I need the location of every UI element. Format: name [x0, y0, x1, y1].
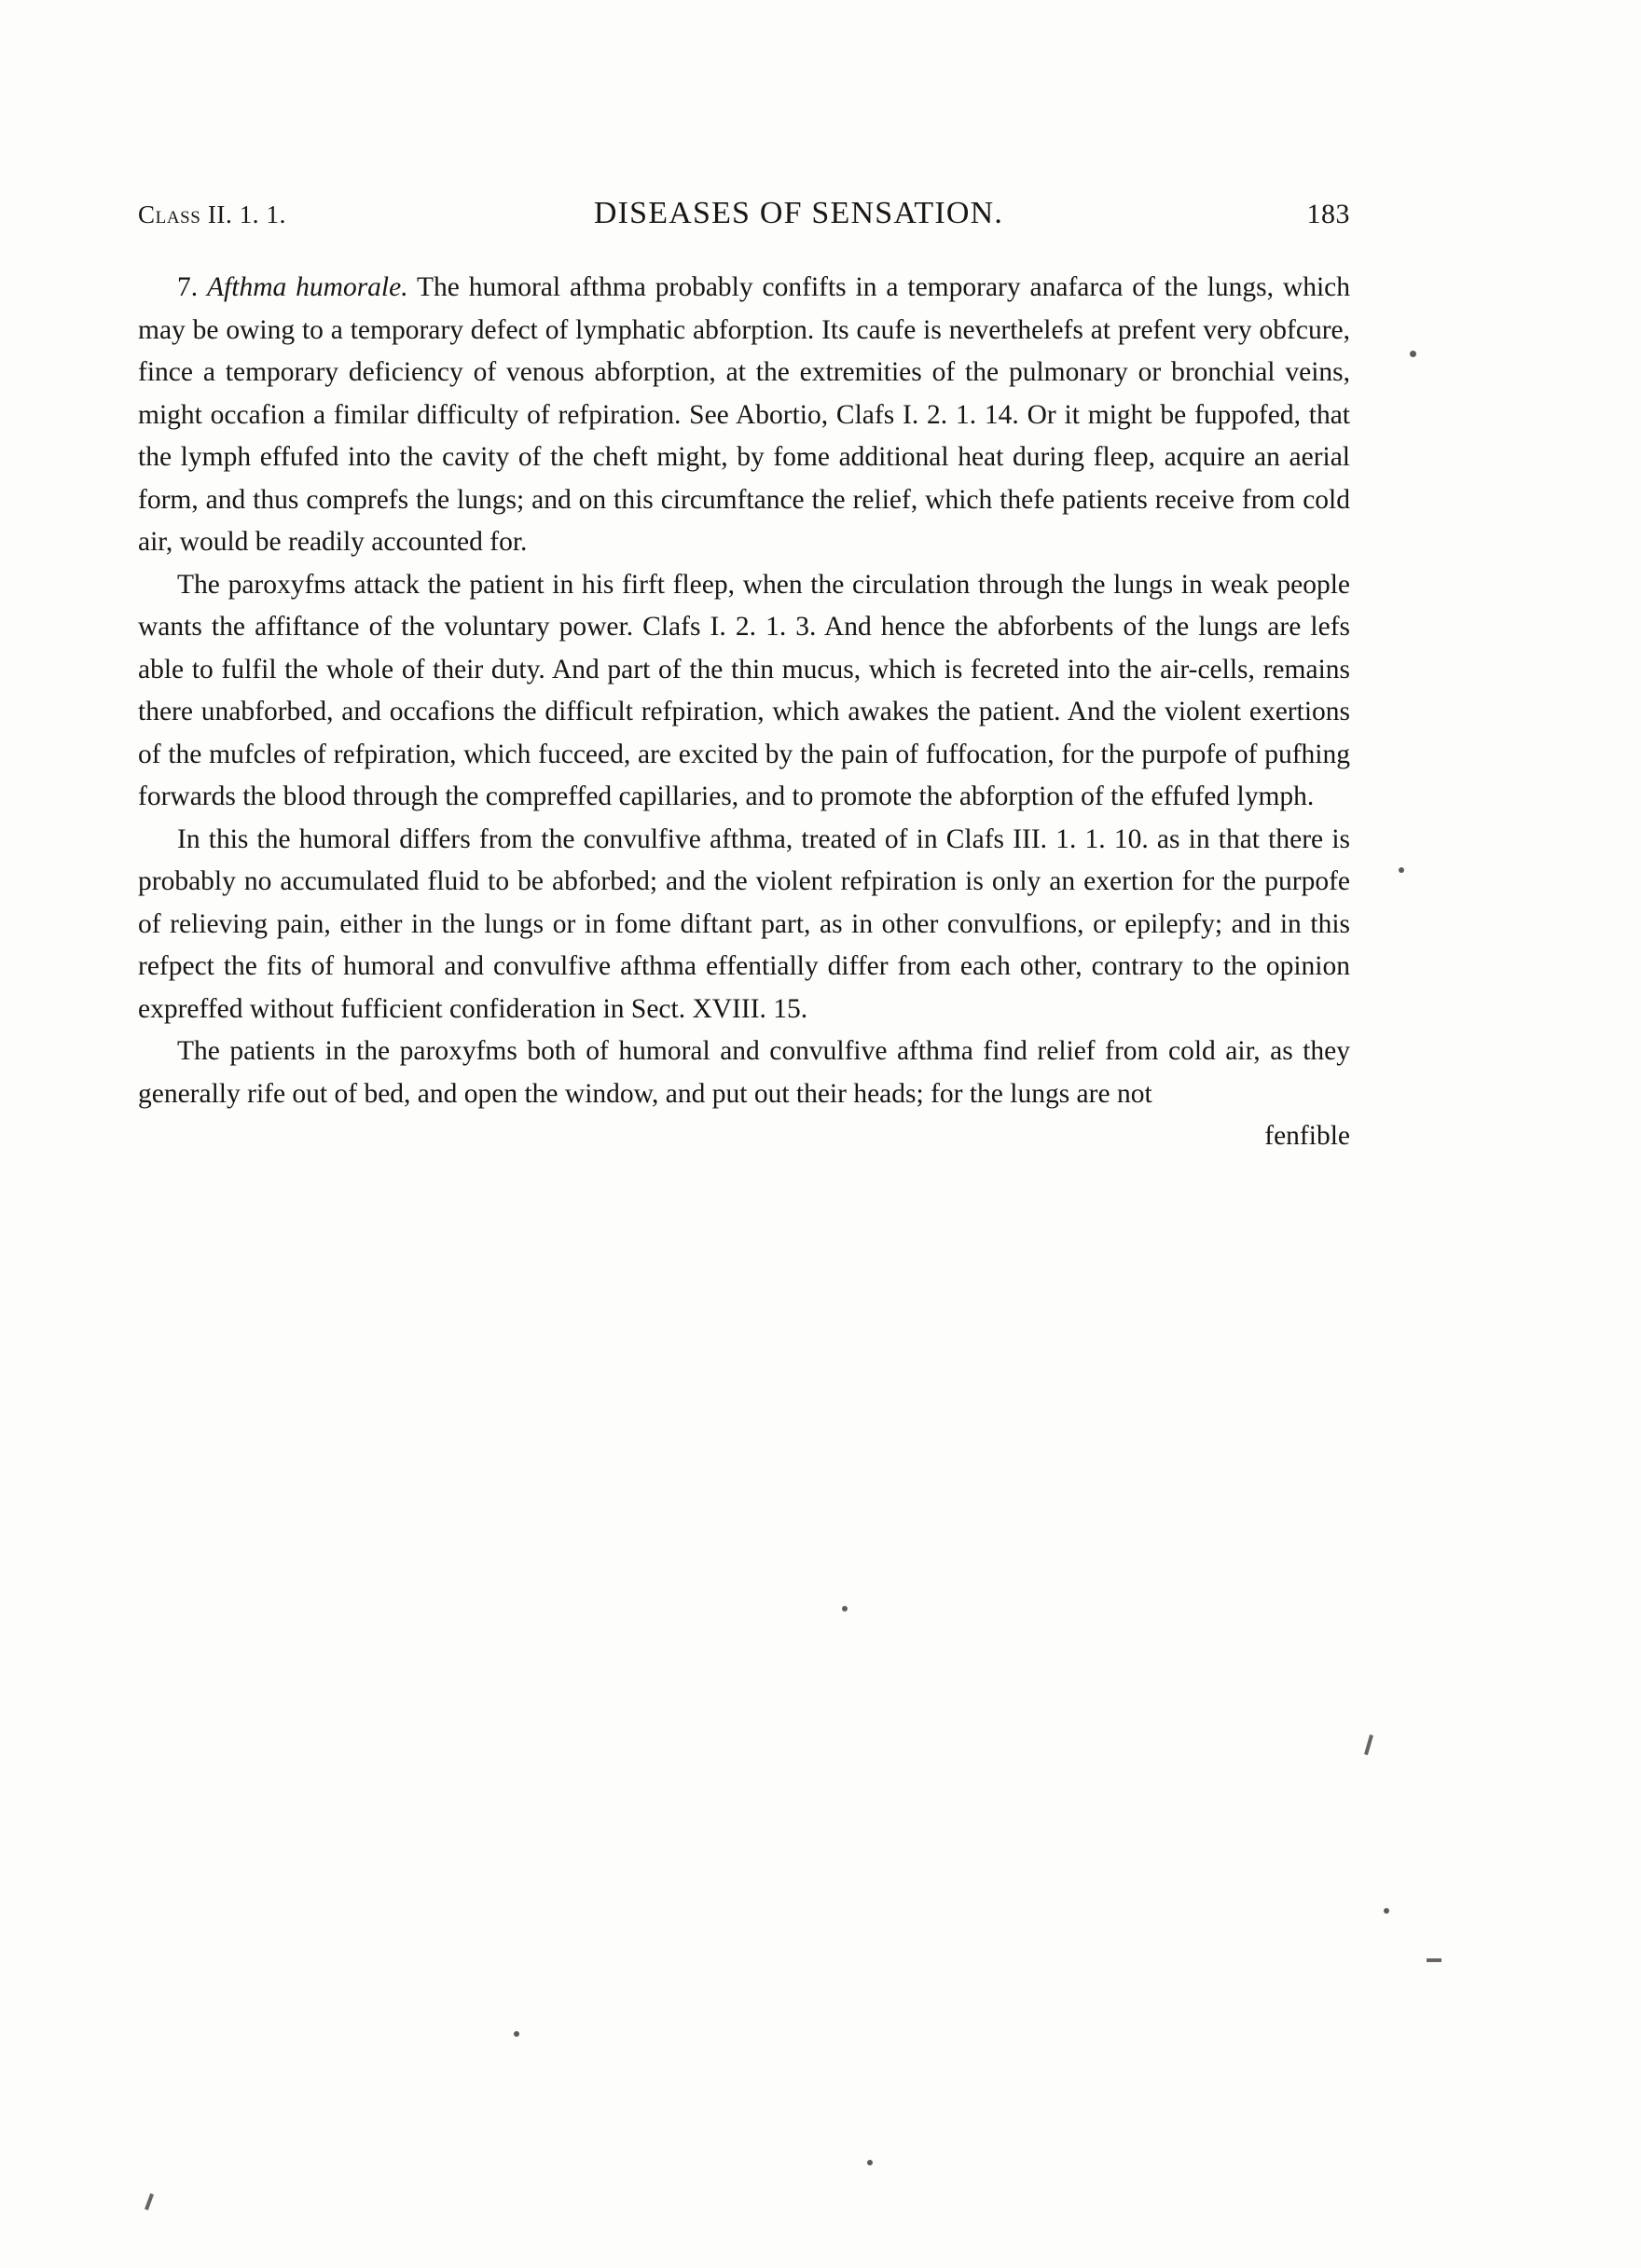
- section-number: 7.: [177, 272, 199, 302]
- page-number: 183: [1306, 199, 1350, 229]
- paragraph-text: The patients in the paroxyfms both of humoral and convulfive afthma find relief from cold air, as they generally rife out of bed, and open the window, and put out their heads; for the lungs are not: [138, 1036, 1350, 1109]
- ink-speck: [1384, 1908, 1389, 1914]
- ink-speck: [514, 2031, 519, 2037]
- running-head-title: DISEASES OF SENSATION.: [593, 196, 1004, 230]
- ink-speck: [1399, 867, 1404, 873]
- running-head-class-label: Class II. 1. 1.: [138, 201, 286, 228]
- section-title-italic: Afthma humorale.: [207, 272, 408, 302]
- ink-speck: [1410, 351, 1416, 357]
- ink-dash: [1427, 1958, 1441, 1962]
- paragraph-patients-relief: [138, 1030, 1350, 1115]
- paragraph-text: The humoral afthma probably confifts in a temporary anafarca of the lungs, which may be owing to a temporary defect of lymphatic abforption. Its caufe is neverthelefs at prefent very obfcure, fince a temporary deficiency of venous abforption, at the extremities of the pulmonary or bronchial veins, might occafion a fimilar difficulty of refpiration. See Abortio, Clafs I. 2. 1. 14. Or it might be fuppofed, that the lymph effufed into the cavity of the cheft might, by fome additional heat during fleep, acquire an aerial form, and thus comprefs the lungs; and on this circumftance the relief, which thefe patients receive from cold air, would be readily accounted for.: [138, 272, 1351, 557]
- paragraph-text: In this the humoral differs from the convulfive afthma, treated of in Clafs III. 1. 1. 10. as in that there is probably no accumulated fluid to be abforbed; and the violent refpiration is only an exertion for the purpofe of relieving pain, either in the lungs or in fome diftant part, as in other convulfions, or epilepfy; and in this refpect the fits of humoral and convulfive afthma effentially differ from each other, contrary to the opinion expreffed without fufficient confideration in Sect. XVIII. 15.: [138, 823, 1350, 1024]
- ink-dash: [145, 2193, 154, 2210]
- catchword: fenfible: [1264, 1121, 1350, 1151]
- paragraph-text: The paroxyfms attack the patient in his firft fleep, when the circulation through the lungs in weak people wants the affiftance of the voluntary power. Clafs I. 2. 1. 3. And hence the abforbents of the lungs are lefs able to fulfil the whole of their duty. And part of the thin mucus, which is fecreted into the air-cells, remains there unabforbed, and occafions the difficult refpiration, which awakes the patient. And the violent exertions of the mufcles of refpiration, which fucceed, are excited by the pain of fuffocation, for the purpofe of pufhing forwards the blood through the compreffed capillaries, and to promote the abforption of the effufed lymph.: [138, 569, 1350, 811]
- running-head: [138, 196, 1350, 231]
- paragraph-asthma-humorale: [138, 267, 1350, 564]
- ink-dash: [1364, 1735, 1373, 1755]
- paragraph-humoral-vs-convulsive: [138, 819, 1350, 1031]
- paragraph-paroxysms: [138, 564, 1350, 819]
- ink-speck: [842, 1606, 848, 1611]
- ink-speck: [867, 2160, 873, 2165]
- page-content: [138, 196, 1350, 1158]
